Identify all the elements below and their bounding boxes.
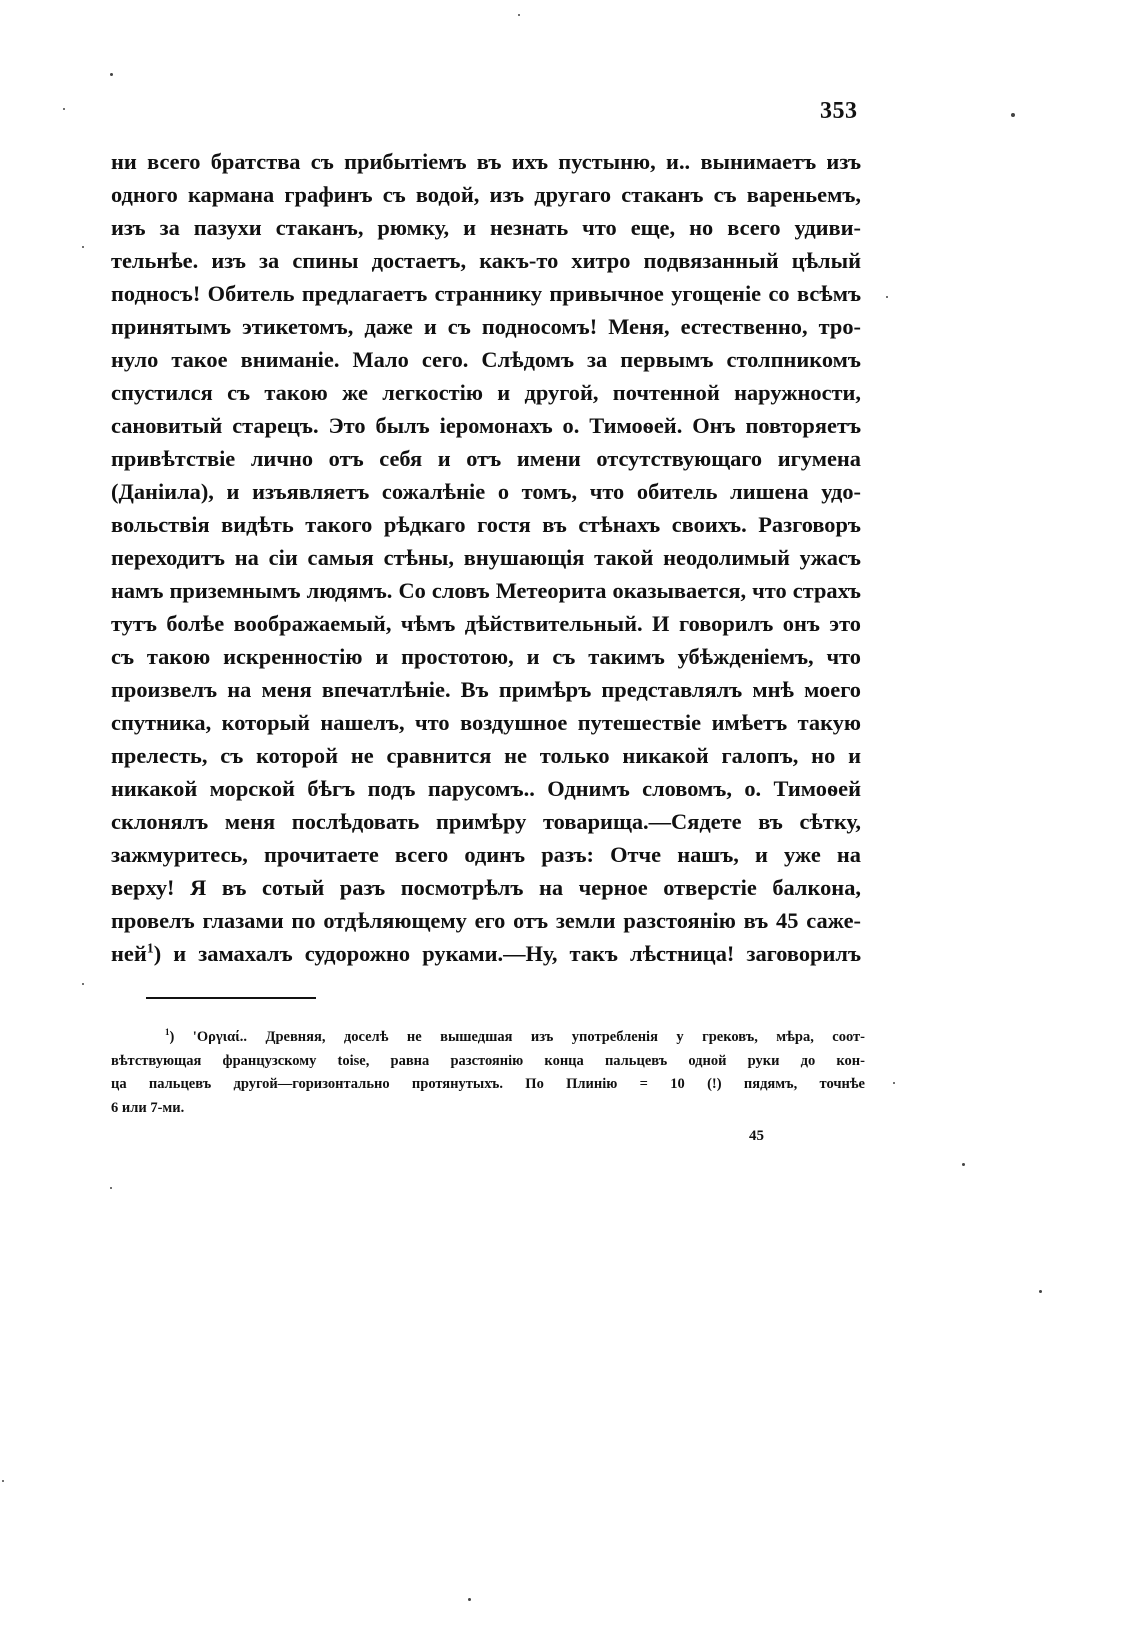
text-line <box>111 937 861 970</box>
scan-speck <box>1011 113 1015 117</box>
footnote-line: вѣтствующая французскому toise, равна разстоянію конца пальцевъ одной руки до кон- <box>111 1052 865 1069</box>
text-line: верху! Я въ сотый разъ посмотрѣлъ на черное отверстіе балкона, <box>111 875 861 900</box>
line-rest: ) и замахалъ судорожно руками.—Ну, такъ лѣстница! заговорилъ <box>153 941 861 966</box>
body-text <box>111 145 861 970</box>
text-line: подносъ! Обитель предлагаетъ страннику привычное угощеніе со всѣмъ <box>111 281 861 306</box>
text-line: склонялъ меня послѣдовать примѣру товарища.—Сядете въ сѣтку, <box>111 809 861 834</box>
footnote <box>111 1026 865 1120</box>
footnote-line: 6 или 7-ми. <box>111 1099 185 1116</box>
text-line: принятымъ этикетомъ, даже и съ подносомъ! Меня, естественно, тро- <box>111 314 861 339</box>
scan-speck <box>1039 1290 1042 1293</box>
text-line: нуло такое вниманіе. Мало сего. Слѣдомъ за первымъ столпникомъ <box>111 347 861 372</box>
footnote-reference: 1 <box>146 941 154 957</box>
scan-speck <box>518 14 520 16</box>
scan-speck <box>2 1480 4 1482</box>
footnote-line: $^1$) 'Οργιαί.. Древняя, доселѣ не вышедшая изъ употребленія у грековъ, мѣра, соот- <box>165 1027 865 1045</box>
text-line: съ такою искренностію и простотою, и съ такимъ убѣжденіемъ, что <box>111 644 861 669</box>
text-line: прелесть, съ которой не сравнится не только никакой галопъ, но и <box>111 743 861 768</box>
scan-speck <box>110 73 113 76</box>
text-line: ни всего братства съ прибытіемъ въ ихъ пустыню, и.. вынимаетъ изъ <box>111 149 861 174</box>
scan-speck <box>468 1598 471 1601</box>
footnote-line: ца пальцевъ другой—горизонтально протянутыхъ. По Плинію = 10 (!) пядямъ, точнѣе <box>111 1076 865 1092</box>
text-line: спустился съ такою же легкостію и другой, почтенной наружности, <box>111 380 861 405</box>
scan-speck <box>962 1163 965 1166</box>
text-line: намъ приземнымъ людямъ. Со словъ Метеорита оказывается, что страхъ <box>111 578 861 603</box>
scan-speck <box>63 108 65 110</box>
text-line: провелъ глазами по отдѣляющему его отъ земли разстоянію въ 45 саже- <box>111 908 861 933</box>
text-line: зажмуритесь, прочитаете всего одинъ разъ: Отче нашъ, и уже на <box>111 842 861 867</box>
text-line: (Даніила), и изъявляетъ сожалѣніе о томъ, что обитель лишена удо- <box>111 479 861 504</box>
footnote-divider <box>146 997 316 999</box>
scan-speck <box>82 246 84 248</box>
scan-speck <box>82 983 84 985</box>
scan-speck <box>110 1187 112 1189</box>
text-line: произвелъ на меня впечатлѣніе. Въ примѣръ представлялъ мнѣ моего <box>111 677 861 702</box>
footnote-marker: 1 <box>165 1027 170 1038</box>
text-line: сановитый старецъ. Это былъ іеромонахъ о. Тимоѳей. Онъ повторяетъ <box>111 413 861 438</box>
line-start: ней <box>111 941 147 966</box>
text-line: никакой морской бѣгъ подъ парусомъ.. Однимъ словомъ, о. Тимоѳей <box>111 776 861 801</box>
text-line: переходитъ на сіи самыя стѣны, внушающія такой неодолимый ужасъ <box>111 545 861 570</box>
text-line: спутника, который нашелъ, что воздушное путешествіе имѣетъ такую <box>111 710 861 735</box>
text-line: привѣтствіе лично отъ себя и отъ имени отсутствующаго игумена <box>111 446 861 471</box>
signature-mark: 45 <box>749 1128 764 1144</box>
text-line: одного кармана графинъ съ водой, изъ другаго стаканъ съ вареньемъ, <box>111 182 861 207</box>
text-line: тельнѣе. изъ за спины достаетъ, какъ-то хитро подвязанный цѣлый <box>111 248 861 273</box>
scan-speck <box>886 296 888 298</box>
scan-speck <box>893 1082 895 1084</box>
page-number: 353 <box>820 98 858 124</box>
text-line: тутъ болѣе воображаемый, чѣмъ дѣйствительный. И говорилъ онъ это <box>111 611 861 636</box>
text-line: изъ за пазухи стаканъ, рюмку, и незнать что еще, но всего удиви- <box>111 215 861 240</box>
text-line: вольствія видѣть такого рѣдкаго гостя въ стѣнахъ своихъ. Разговоръ <box>111 512 861 537</box>
